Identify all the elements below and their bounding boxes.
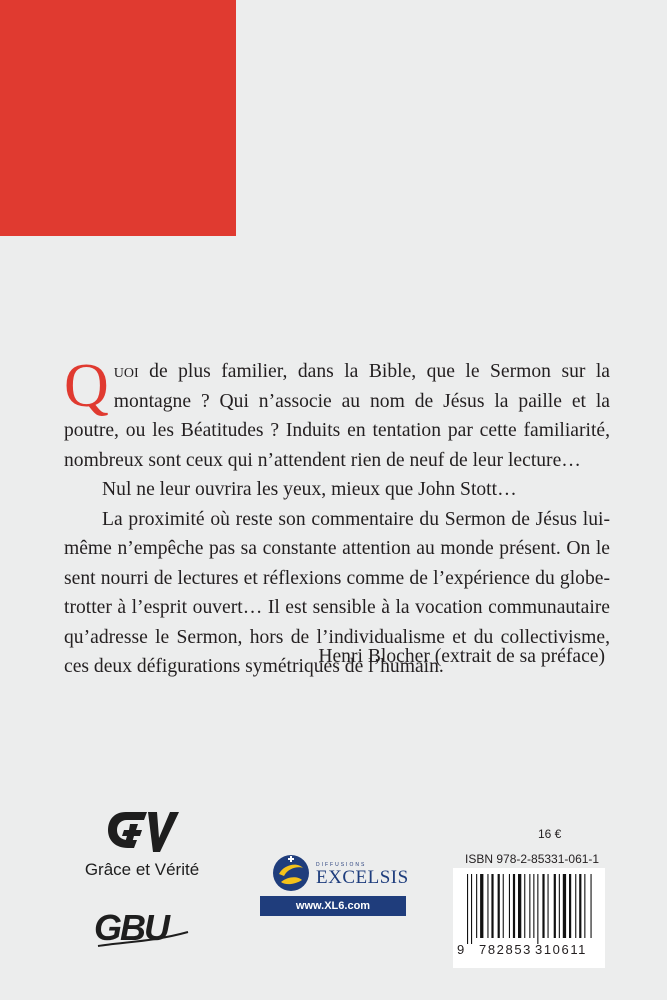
barcode — [453, 868, 605, 968]
preface-attribution: Henri Blocher (extrait de sa préface) — [318, 646, 605, 667]
blurb-paragraph-1 — [64, 352, 610, 475]
price-label: 16 € — [538, 827, 562, 841]
barcode-left-digits: 782853 — [479, 942, 532, 957]
dropcap-letter: Q — [64, 352, 109, 420]
back-cover-blurb — [64, 352, 610, 682]
grace-et-verite-text: Grâce et Vérité — [84, 860, 200, 879]
gbu-logo — [92, 902, 192, 955]
excelsis-tagline: DIFFUSIONS — [316, 862, 367, 868]
barcode-first-digit: 9 — [457, 942, 465, 957]
excelsis-name: EXCELSIS — [316, 867, 409, 888]
gbu-logo-icon — [92, 902, 192, 950]
blurb-paragraph-2: Nul ne leur ouvrira les yeux, mieux que John Stott… — [102, 479, 517, 500]
excelsis-logo — [260, 852, 409, 916]
barcode-bars — [465, 874, 593, 944]
excelsis-emblem-icon — [272, 854, 310, 892]
blurb-paragraph-3: La proximité où reste son commentaire du Sermon de Jésus lui-même n’empêche pas sa constante attention au monde présent. On le sent nourri de lectures et réflexions comme de l’expérience du globe-trotter à l’esprit ouvert… Il est sensible à la vocation communautaire qu’adresse le Sermon, hors de l’individualisme et du collectivisme, ces deux défigurations symétriques de l’humain. — [64, 508, 610, 677]
paragraph-1-text: de plus familier, dans la Bible, que le Sermon sur la montagne ? Qui n’associe au nom de Jésus la paille et la poutre, ou les Béatitudes ? Induits en tentation par cette familiarité, nombreux sont ceux qui n’attendent rien de neuf de leur lecture… — [64, 361, 610, 471]
gbu-letters: GBU — [94, 907, 168, 948]
first-word: uoi — [113, 361, 139, 382]
grace-et-verite-logo — [82, 808, 202, 888]
excelsis-url-bar: www.XL6.com — [260, 896, 406, 916]
red-color-block — [0, 0, 236, 236]
barcode-right-digits: 310611 — [535, 942, 588, 957]
isbn-label: ISBN 978-2-85331-061-1 — [465, 852, 600, 866]
grace-et-verite-mark-icon — [104, 808, 180, 854]
